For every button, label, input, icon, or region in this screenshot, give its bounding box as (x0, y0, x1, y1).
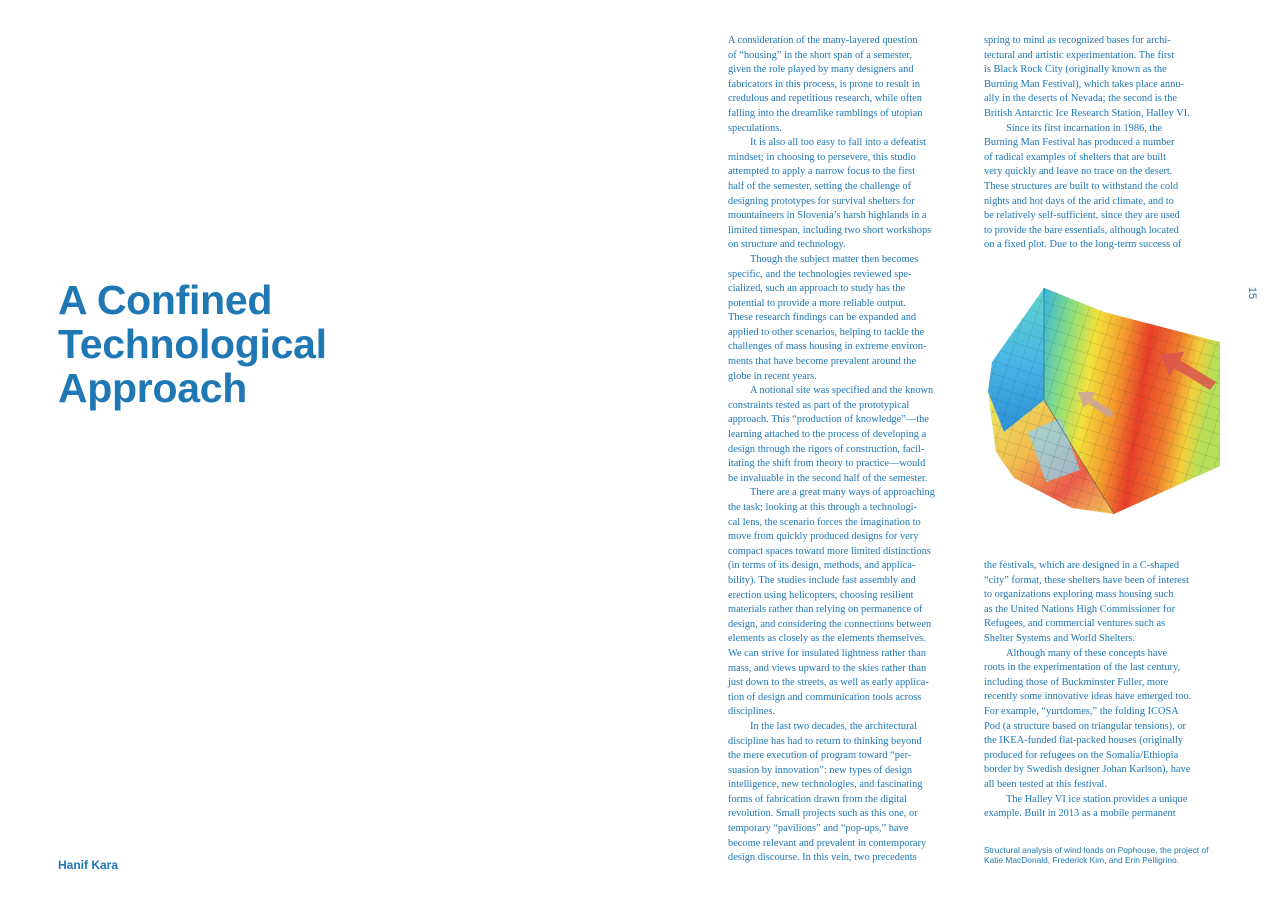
text-line: mountaineers in Slovenia’s harsh highlands in a (728, 210, 927, 222)
text-line: intelligence, new technologies, and fascinating (728, 779, 923, 791)
text-line: revolution. Small projects such as this one, or (728, 808, 918, 820)
text-line: We can strive for insulated lightness rather than (728, 647, 926, 659)
text-line: roots in the experimentation of the last century, (984, 662, 1181, 674)
text-line: potential to provide a more reliable output. (728, 297, 907, 309)
text-line: spring to mind as recognized bases for archi- (984, 35, 1171, 46)
text-line: temporary “pavilions” and “pop-ups,” have (728, 823, 909, 835)
text-line: (in terms of its design, methods, and applica- (728, 560, 916, 572)
text-line: to organizations exploring mass housing such (984, 589, 1174, 601)
figure-caption (984, 845, 1234, 866)
text-line: the festivals, which are designed in a C-shaped (984, 560, 1180, 571)
body-column-left (728, 34, 973, 866)
text-line: Though the subject matter then becomes (750, 253, 919, 265)
text-line: the mere execution of program toward “per- (728, 750, 912, 762)
text-line: Burning Man Festival has produced a number (984, 137, 1175, 149)
article-title (58, 278, 438, 410)
text-line: globe in recent years. (728, 370, 817, 382)
text-line: materials rather than relying on permanence of (728, 604, 923, 616)
text-line: disciplines. (728, 706, 776, 718)
text-line: the task; looking at this through a technologi- (728, 502, 918, 513)
text-line: nights and hot days of the arid climate, and to (984, 195, 1174, 207)
body-column-right-top (984, 34, 1229, 253)
text-line: specific, and the technologies reviewed spe- (728, 268, 912, 280)
text-line: is Black Rock City (originally known as the (984, 64, 1167, 76)
text-line: A notional site was specified and the known (750, 385, 934, 397)
text-line: There are a great many ways of approaching (750, 487, 935, 499)
text-line: all been tested at this festival. (984, 778, 1107, 790)
text-line: recently some innovative ideas have emerged too. (984, 691, 1192, 703)
text-line: border by Swedish designer Johan Karlson), have (984, 764, 1191, 776)
text-line: very quickly and leave no trace on the desert. (984, 166, 1173, 178)
wind-load-analysis-icon (984, 282, 1222, 522)
text-line: applied to other scenarios, helping to tackle the (728, 326, 925, 338)
text-line: In the last two decades, the architectural (750, 720, 918, 732)
text-line: as the United Nations High Commissioner for (984, 603, 1176, 615)
text-line: design through the rigors of construction, facil- (728, 443, 925, 455)
author-name: Hanif Kara (58, 858, 119, 872)
caption-line: Structural analysis of wind loads on Pophouse, the project of (984, 845, 1209, 855)
text-line: suasion by innovation”: new types of design (728, 764, 913, 776)
text-line: The Halley VI ice station provides a unique (1006, 793, 1188, 805)
text-line: on structure and technology. (728, 239, 846, 251)
text-line: on a fixed plot. Due to the long-term success of (984, 239, 1182, 251)
text-line: half of the semester, setting the challenge of (728, 180, 912, 192)
title-line: A Confined (58, 277, 273, 323)
text-line: erection using helicopters, choosing resilient (728, 589, 914, 601)
text-line: These research findings can be expanded and (728, 312, 917, 324)
text-line: itating the shift from theory to practice—would (728, 458, 926, 470)
text-line: limited timespan, including two short workshops (728, 224, 932, 236)
text-line: A consideration of the many-layered question (728, 35, 918, 46)
text-line: Refugees, and commercial ventures such as (984, 618, 1166, 630)
text-line: credulous and repetitious research, while often (728, 93, 922, 105)
text-line: be invaluable in the second half of the semester. (728, 472, 928, 484)
text-line: mass, and views upward to the skies rather than (728, 662, 927, 674)
title-line: Approach (58, 365, 247, 411)
text-line: elements as closely as the elements themselves. (728, 633, 926, 645)
text-line: These structures are built to withstand the cold (984, 180, 1179, 192)
text-line: Shelter Systems and World Shelters. (984, 632, 1136, 644)
text-line: For example, “yurtdomes,” the folding ICOSA (984, 705, 1179, 717)
text-line: bility). The studies include fast assembly and (728, 574, 916, 586)
text-line: move from quickly produced designs for very (728, 531, 919, 543)
text-line: Since its first incarnation in 1986, the (1006, 122, 1163, 134)
text-line: including those of Buckminster Fuller, more (984, 676, 1169, 688)
text-line: of “housing” in the short span of a semester, (728, 49, 912, 61)
page-number: 15 (1246, 286, 1258, 300)
text-line: tectural and artistic experimentation. The first (984, 49, 1175, 61)
text-line: Pod (a structure based on triangular tensions), or (984, 720, 1186, 732)
text-line: cal lens, the scenario forces the imagination to (728, 516, 921, 528)
text-line: become relevant and prevalent in contemporary (728, 837, 927, 849)
text-line: of radical examples of shelters that are built (984, 151, 1167, 163)
wind-load-analysis-image (984, 282, 1222, 522)
text-line: compact spaces toward more limited distinctions (728, 545, 931, 557)
text-line: design, and considering the connections between (728, 618, 932, 630)
text-line: forms of fabrication drawn from the digital (728, 793, 907, 805)
text-line: design discourse. In this vein, two precedents (728, 852, 917, 864)
text-line: to provide the bare essentials, although located (984, 224, 1179, 236)
text-line: given the role played by many designers and (728, 64, 914, 76)
text-line: designing prototypes for survival shelters for (728, 195, 915, 207)
text-line: be relatively self-sufficient, since they are used (984, 210, 1180, 222)
text-line: discipline has had to return to thinking beyond (728, 735, 922, 747)
text-line: challenges of mass housing in extreme environ- (728, 341, 927, 353)
text-line: Burning Man Festival), which takes place annu- (984, 78, 1184, 90)
text-line: example. Built in 2013 as a mobile permanent (984, 808, 1176, 820)
text-line: attempted to apply a narrow focus to the first (728, 166, 915, 178)
text-line: fabricators in this process, is prone to result in (728, 78, 920, 90)
caption-line: Katie MacDonald, Frederick Kim, and Erin Pelligrino. (984, 855, 1180, 866)
text-line: learning attached to the process of developing a (728, 429, 927, 441)
text-line: ments that have become prevalent around the (728, 356, 917, 368)
text-line: British Antarctic Ice Research Station, Halley VI. (984, 107, 1190, 119)
text-line: the IKEA-funded flat-packed houses (originally (984, 735, 1184, 747)
text-line: mindset; in choosing to persevere, this studio (728, 151, 916, 163)
text-line: It is also all too easy to fall into a defeatist (750, 137, 927, 149)
text-line: approach. This “production of knowledge”—the (728, 414, 929, 426)
text-line: just down to the streets, as well as early applica- (728, 677, 929, 689)
text-line: speculations. (728, 122, 782, 134)
text-line: tion of design and communication tools across (728, 691, 922, 703)
title-line: Technological (58, 321, 327, 367)
text-line: cialized, such an approach to study has the (728, 283, 906, 295)
text-line: produced for refugees on the Somalia/Ethiopia (984, 749, 1179, 761)
text-line: falling into the dreamlike ramblings of utopian (728, 107, 923, 119)
text-line: ally in the deserts of Nevada; the second is the (984, 93, 1178, 105)
body-column-right-bottom (984, 559, 1229, 822)
text-line: Although many of these concepts have (1006, 647, 1168, 659)
text-line: constraints tested as part of the prototypical (728, 399, 910, 411)
text-line: “city” format, these shelters have been of interest (984, 574, 1189, 586)
